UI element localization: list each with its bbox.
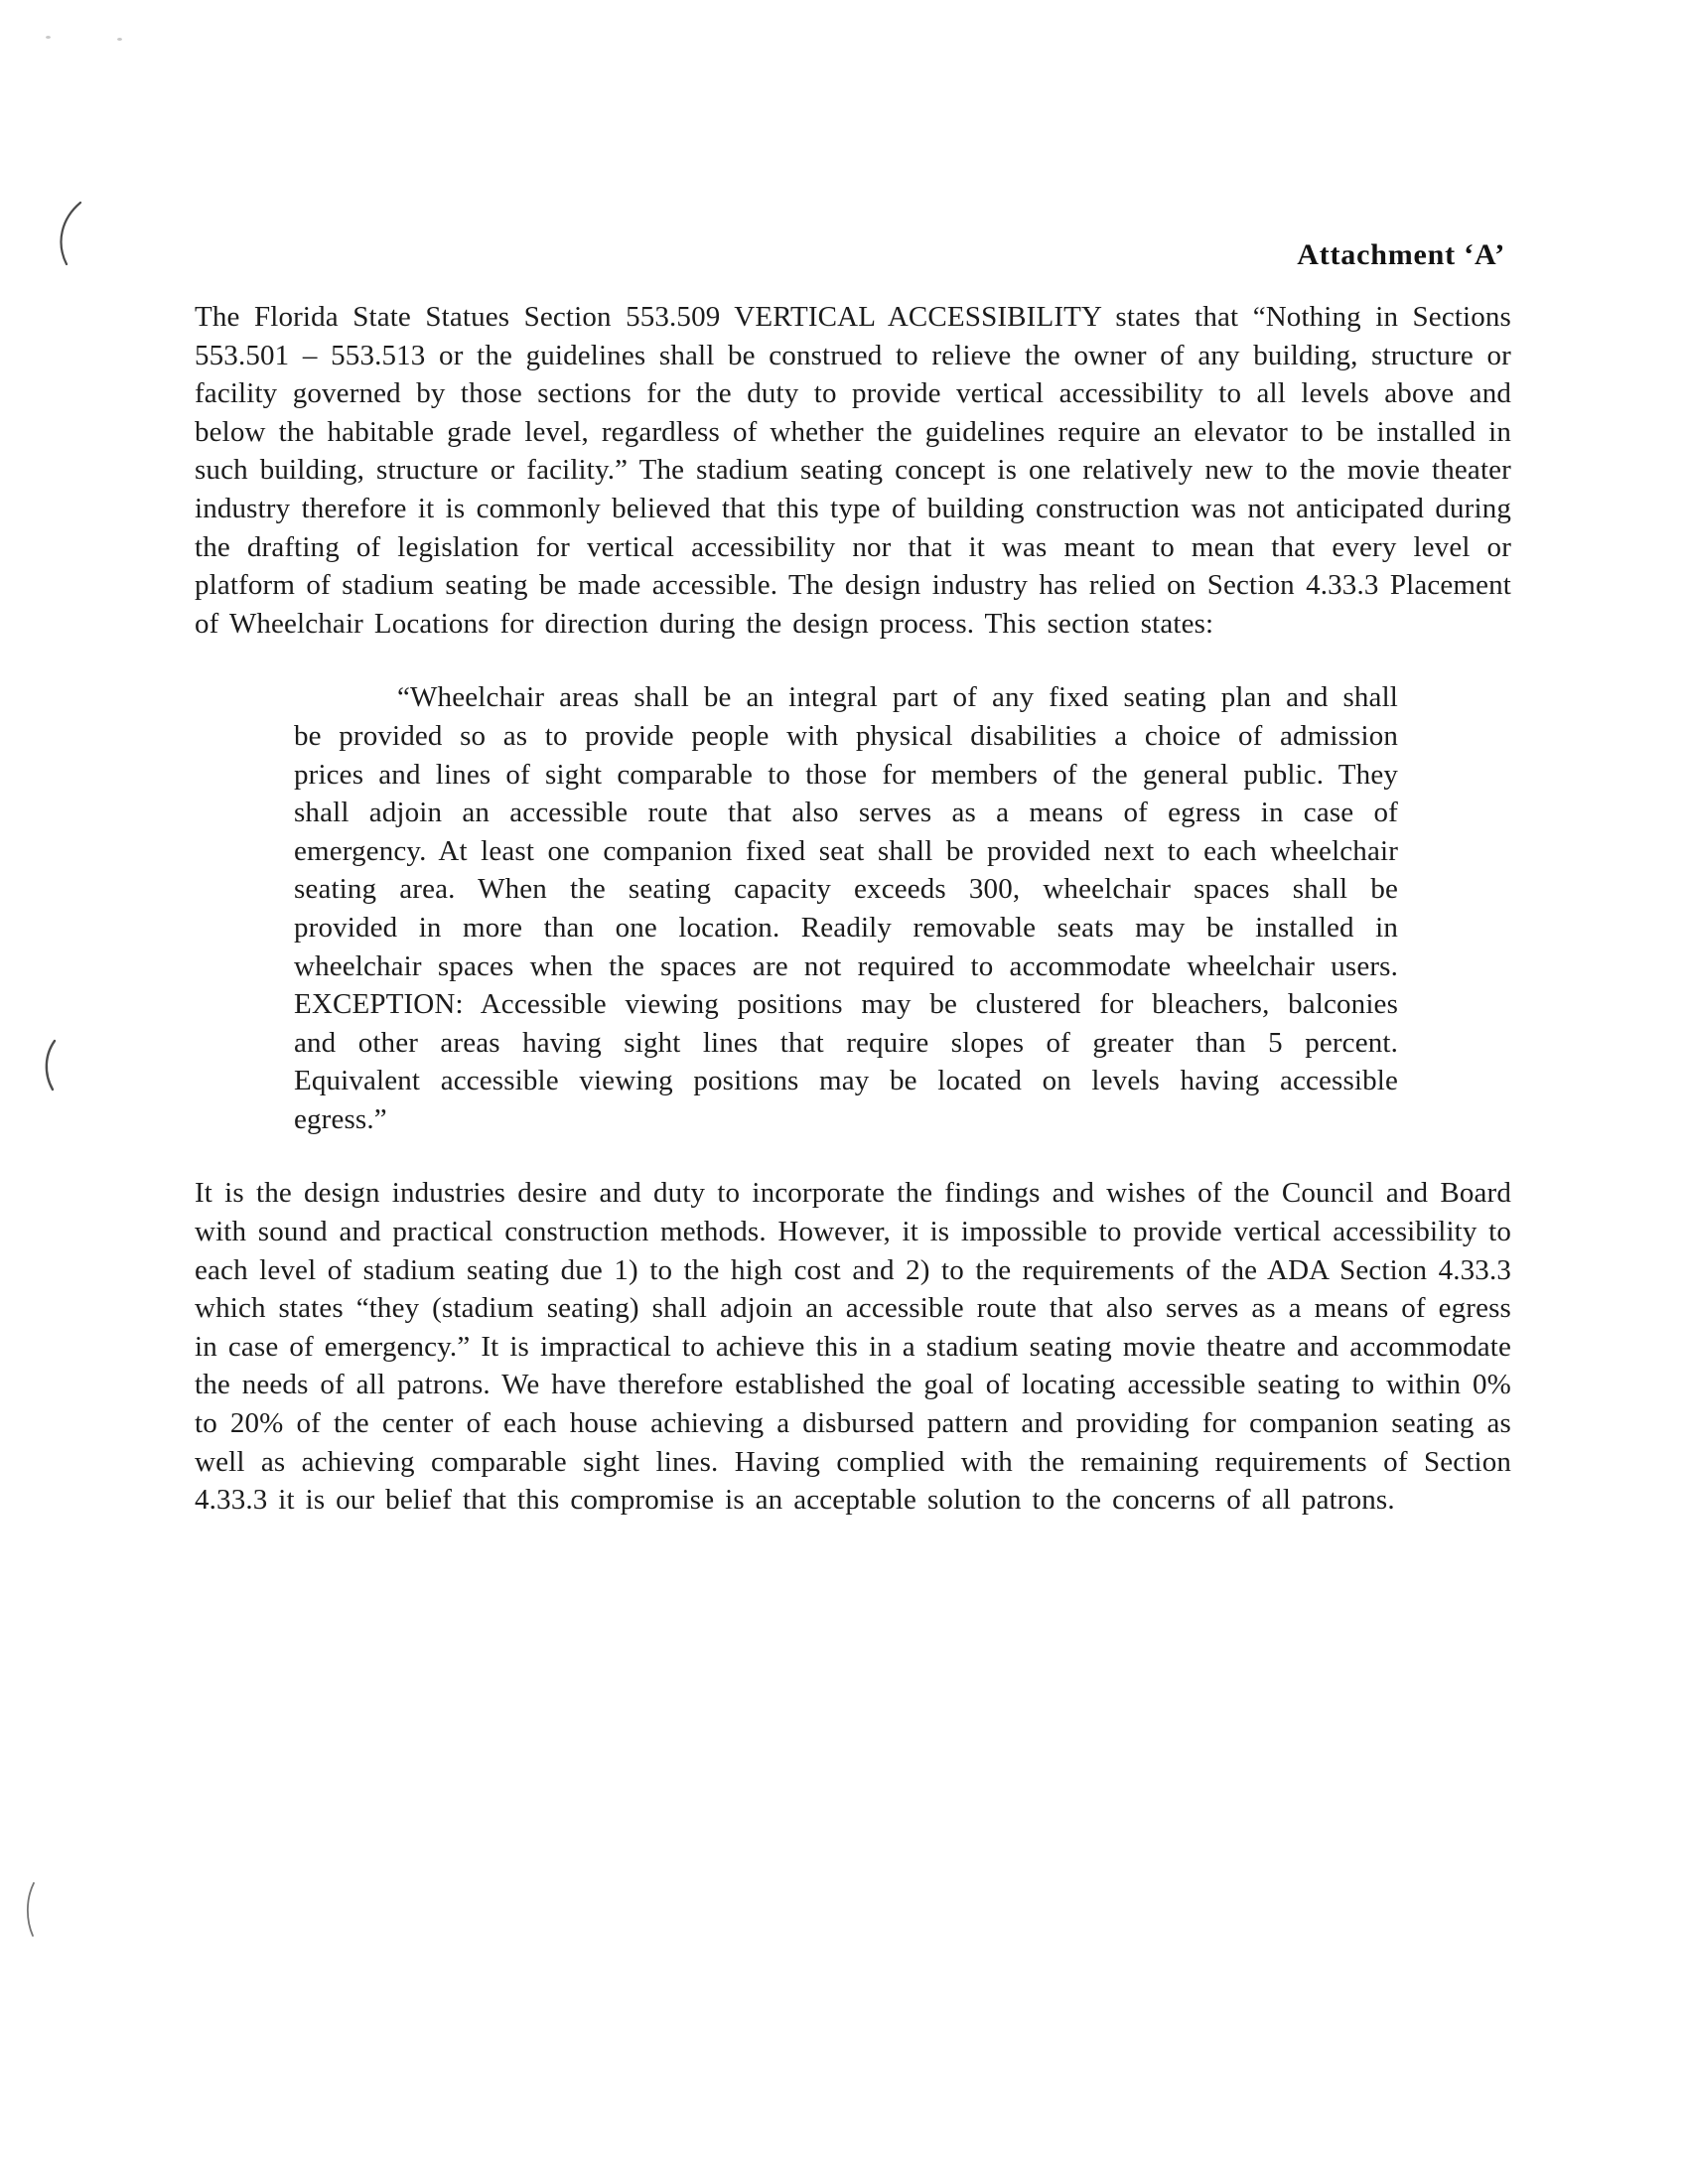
scan-paren-mark-icon — [52, 199, 83, 270]
scan-paren-mark-icon — [22, 1880, 38, 1940]
scan-speck-icon — [117, 38, 122, 41]
scan-paren-mark-icon — [40, 1038, 60, 1093]
paragraph-design-industry-closing: It is the design industries desire and duty to incorporate the findings and wishes of the Council and Board with sound and practical construction methods. However, it is impossible to provide vertical accessibility to each level of stadium seating due 1) to the high cost and 2) to the requirements of the ADA Section 4.33.3 which states “they (stadium seating) shall adjoin an accessible route that also serves as a means of egress in case of emergency.” It is impractical to achieve this in a stadium seating movie theatre and accommodate the needs of all patrons. We have therefore established the goal of locating accessible seating to within 0% to 20% of the center of each house achieving a disbursed pattern and providing for companion seating as well as achieving comparable sight lines. Having complied with the remaining requirements of Section 4.33.3 it is our belief that this compromise is an acceptable solution to the concerns of all patrons. — [195, 1177, 1511, 1517]
paragraph-blockquote-section-4333: “Wheelchair areas shall be an integral part of any fixed seating plan and shall be provided so as to provide people with physical disabilities a choice of admission prices and lines of sight comparable to those for members of the general public. They shall adjoin an accessible route that also serves as a means of egress in case of emergency. At least one companion fixed seat shall be provided next to each wheelchair seating area. When the seating capacity exceeds 300, wheelchair spaces shall be provided in more than one location. Readily removable seats may be installed in wheelchair spaces when the spaces are not required to accommodate wheelchair users. EXCEPTION: Accessible viewing positions may be clustered for bleachers, balconies and other areas having sight lines that require slopes of greater than 5 percent. Equivalent accessible viewing positions may be located on levels having accessible egress.” — [294, 681, 1398, 1135]
scan-speck-icon — [46, 36, 51, 39]
page-title: Attachment ‘A’ — [1297, 238, 1505, 271]
document-body — [195, 238, 1511, 1520]
paragraph-statute-intro: The Florida State Statues Section 553.509 VERTICAL ACCESSIBILITY states that “Nothing in Sections 553.501 – 553.513 or the guidelines shall be construed to relieve the owner of any building, structure or facility governed by those sections for the duty to provide vertical accessibility to all levels above and below the habitable grade level, regardless of whether the guidelines require an elevator to be installed in such building, structure or facility.” The stadium seating concept is one relatively new to the movie theater industry therefore it is commonly believed that this type of building construction was not anticipated during the drafting of legislation for vertical accessibility nor that it was meant to mean that every level or platform of stadium seating be made accessible. The design industry has relied on Section 4.33.3 Placement of Wheelchair Locations for direction during the design process. This section states: — [195, 301, 1511, 640]
